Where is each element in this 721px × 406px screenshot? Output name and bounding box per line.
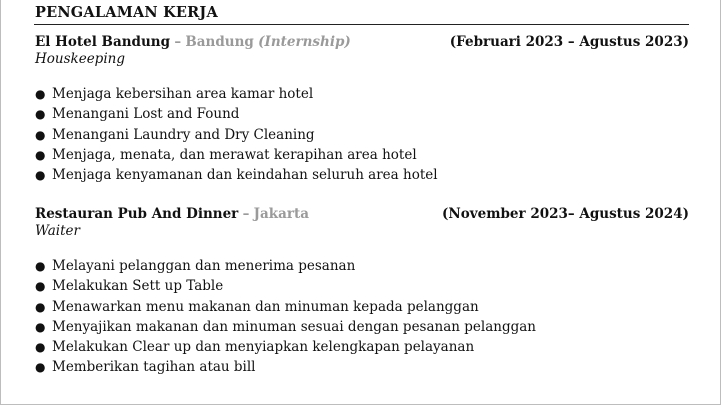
duty-text: Menjaga kenyamanan dan keindahan seluruh area hotel <box>52 167 438 184</box>
job-role: Waiter <box>35 223 80 239</box>
list-item <box>35 276 689 296</box>
section-title: PENGALAMAN KERJA <box>35 4 218 21</box>
duty-text: Menawarkan menu makanan dan minuman kepada pelanggan <box>52 298 479 315</box>
separator: – <box>174 34 182 50</box>
company-name: El Hotel Bandung <box>35 34 171 50</box>
bullet-icon: ● <box>35 279 46 294</box>
list-item <box>35 256 689 276</box>
duty-text: Menangani Lost and Found <box>52 106 240 123</box>
job-location: Bandung <box>185 34 254 50</box>
duty-list <box>35 256 689 378</box>
list-item <box>35 357 689 377</box>
job-dates: (Februari 2023 – Agustus 2023) <box>449 34 689 50</box>
list-item <box>35 317 689 337</box>
bullet-icon: ● <box>35 259 46 273</box>
job-location: Jakarta <box>253 206 309 222</box>
list-item <box>35 165 689 185</box>
list-item <box>35 104 689 124</box>
duty-text: Menangani Laundry and Dry Cleaning <box>52 126 315 143</box>
job-entry <box>35 33 689 185</box>
duty-text: Melakukan Clear up dan menyiapkan kelengkapan pelayanan <box>52 339 475 356</box>
duty-text: Melayani pelanggan dan menerima pesanan <box>52 258 356 274</box>
separator: – <box>242 206 250 222</box>
bullet-icon: ● <box>35 87 46 101</box>
bullet-icon: ● <box>35 147 46 162</box>
list-item <box>35 145 689 165</box>
list-item <box>35 125 689 145</box>
bullet-icon: ● <box>35 168 46 183</box>
bullet-icon: ● <box>35 360 46 375</box>
job-dates: (November 2023– Agustus 2024) <box>442 206 689 222</box>
job-header <box>35 205 689 223</box>
bullet-icon: ● <box>35 127 46 142</box>
duty-text: Menjaga, menata, dan merawat kerapihan area hotel <box>52 146 417 163</box>
job-header <box>35 33 689 51</box>
job-role: Houskeeping <box>35 51 125 67</box>
bullet-icon: ● <box>35 340 46 355</box>
duty-text: Menyajikan makanan dan minuman sesuai dengan pesanan pelanggan <box>52 318 536 335</box>
job-entry <box>35 205 689 378</box>
job-note: (Internship) <box>258 34 351 50</box>
section-divider <box>34 24 689 25</box>
bullet-icon: ● <box>35 107 46 122</box>
list-item <box>35 337 689 357</box>
bullet-icon: ● <box>35 299 46 314</box>
list-item <box>35 297 689 317</box>
duty-text: Menjaga kebersihan area kamar hotel <box>52 86 314 102</box>
company-name: Restauran Pub And Dinner <box>35 206 239 222</box>
bullet-icon: ● <box>35 319 46 334</box>
list-item <box>35 84 689 104</box>
duty-text: Memberikan tagihan atau bill <box>52 359 256 376</box>
duty-list <box>35 84 689 185</box>
duty-text: Melakukan Sett up Table <box>52 278 224 295</box>
